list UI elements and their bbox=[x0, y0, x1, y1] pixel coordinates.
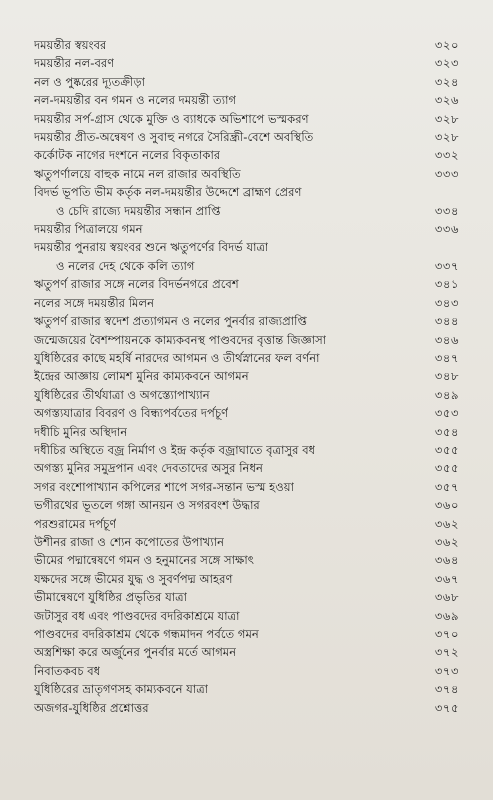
toc-entry-title-block bbox=[34, 533, 224, 551]
toc-entry bbox=[34, 331, 459, 349]
toc-entry-title: যুধিষ্ঠিরের ভ্রাতৃগণসহ কাম্যকবনে যাত্রা bbox=[34, 682, 209, 697]
toc-entry-title: নিবাতকবচ বধ bbox=[34, 663, 101, 678]
toc-entry bbox=[34, 91, 459, 109]
toc-entry-title-block bbox=[34, 312, 307, 330]
toc-entry-title-block bbox=[34, 459, 263, 477]
toc-entry bbox=[34, 533, 459, 551]
toc-entry-title-block bbox=[34, 441, 315, 459]
toc-entry bbox=[34, 423, 459, 441]
toc-entry-page-number: ৩৬৯ bbox=[434, 608, 459, 623]
toc-entry bbox=[34, 478, 459, 496]
toc-entry-title: যুধিষ্ঠিরের কাছে মহর্ষি নারদের আগমন ও তীর্থস্নানের ফল বর্ণনা bbox=[34, 350, 320, 365]
toc-entry-page-number: ৩৪৮ bbox=[434, 369, 459, 384]
toc-entry bbox=[34, 128, 459, 146]
toc-entry-page-number: ৩৩৬ bbox=[434, 222, 459, 237]
toc-entry-title: দময়ন্তীর প্রীত-অন্বেষণ ও সুবাহু নগরে সৈরিন্ধ্রী-বেশে অবস্থিতি bbox=[34, 130, 314, 145]
toc-entry-page-number: ৩৪৩ bbox=[434, 295, 459, 310]
toc-entry-page-number: ৩৫৪ bbox=[434, 424, 459, 439]
toc-entry-title: পাণ্ডবদের বদরিকাশ্রম থেকে গন্ধমাদন পর্বতে গমন bbox=[34, 627, 259, 641]
toc-entry-title: নল-দময়ন্তীর বন গমন ও নলের দময়ন্তী ত্যাগ bbox=[34, 93, 237, 108]
toc-entry-title-block bbox=[34, 680, 208, 698]
toc-entry-title-block bbox=[34, 110, 309, 128]
toc-entry-page-number: ৩৩২ bbox=[434, 148, 459, 163]
toc-entry bbox=[34, 275, 459, 293]
toc-entry-title-block bbox=[34, 662, 100, 680]
toc-entry-title-block bbox=[34, 275, 239, 293]
toc-entry-page-number: ৩৪৬ bbox=[434, 332, 459, 347]
toc-entry-page-number: ৩৪৭ bbox=[434, 350, 459, 365]
toc-entry-title: অজগর-যুধিষ্ঠির প্রশ্নোত্তর bbox=[34, 700, 149, 715]
toc-entry bbox=[34, 662, 459, 680]
toc-entry-title: দধীচি মুনির অস্থিদান bbox=[34, 424, 128, 439]
toc-entry-title: ঋতুপর্ণ রাজার সঙ্গে নলের বিদর্ভনগরে প্রবেশ bbox=[34, 277, 239, 292]
toc-entry bbox=[34, 515, 459, 533]
toc-entry bbox=[34, 294, 459, 312]
toc-entry-page-number: ৩২৬ bbox=[434, 93, 459, 108]
toc-entry-title-block bbox=[34, 183, 302, 220]
toc-entry-title-continuation: ও চেদি রাজ্যে দময়ন্তীর সন্ধান প্রাপ্তি bbox=[56, 203, 221, 218]
toc-entry-page-number: ৩৬৮ bbox=[434, 590, 459, 605]
toc-entry-page-number: ৩২০ bbox=[434, 38, 459, 52]
toc-entry-title: যুধিষ্ঠিরের তীর্থযাত্রা ও অগস্ত্যোপাখ্যান bbox=[34, 387, 210, 402]
toc-entry-title: ভগীরথের ভূতলে গঙ্গা আনয়ন ও সগরবংশ উদ্ধার bbox=[34, 498, 260, 513]
toc-entry-page-number: ৩২৮ bbox=[434, 130, 459, 145]
toc-entry-title-continuation: ও নলের দেহ থেকে কলি ত্যাগ bbox=[56, 258, 195, 273]
toc-entry-title-block bbox=[34, 570, 233, 588]
toc-entry-page-number: ৩৬২ bbox=[434, 534, 459, 549]
toc-entry bbox=[34, 588, 459, 606]
toc-entry bbox=[34, 625, 459, 643]
toc-entry-title-block bbox=[34, 404, 228, 422]
toc-entry bbox=[34, 73, 459, 91]
toc-entry-title: ইন্দ্রের আজ্ঞায় লোমশ মুনির কাম্যকবনে আগমন bbox=[34, 369, 249, 384]
toc-entry-title: দময়ন্তীর সর্প-গ্রাস থেকে মুক্তি ও ব্যাধকে অভিশাপে ভস্মকরণ bbox=[34, 111, 309, 126]
toc-entry-title-block bbox=[34, 551, 254, 569]
toc-entry-title-block bbox=[34, 54, 114, 72]
toc-entry-title-block bbox=[34, 91, 236, 109]
toc-entry-title: পরশুরামের দর্পচূর্ণ bbox=[34, 516, 117, 531]
toc-entry-page-number: ৩৩৩ bbox=[434, 166, 459, 181]
toc-entry bbox=[34, 699, 459, 717]
toc-entry-title-block bbox=[34, 294, 154, 312]
toc-entry-title: দময়ন্তীর পুনরায় স্বয়ংবর শুনে ঋতুপর্ণের বিদর্ভ যাত্রা bbox=[34, 240, 269, 255]
toc-entry-title-block bbox=[34, 146, 220, 164]
toc-entry-title: নল ও পুষ্করের দ্যূতক্রীড়া bbox=[34, 74, 145, 89]
toc-entry bbox=[34, 680, 459, 698]
toc-entry bbox=[34, 404, 459, 422]
toc-entry bbox=[34, 551, 459, 569]
toc-entry-page-number: ৩৪৪ bbox=[434, 314, 459, 329]
toc-entry-title: ভীমের পদ্মান্বেষণে গমন ও হনুমানের সঙ্গে সাক্ষাৎ bbox=[34, 553, 254, 568]
toc-entry-page-number: ৩৫৫ bbox=[434, 442, 459, 457]
toc-entry-page-number: ৩৩৭ bbox=[434, 258, 459, 273]
toc-entry-page-number: ৩২৩ bbox=[434, 56, 459, 71]
toc-entry bbox=[34, 459, 459, 477]
toc-entry-title-block bbox=[34, 699, 149, 717]
toc-entry-page-number: ৩৭৪ bbox=[434, 682, 459, 697]
toc-entry bbox=[34, 183, 459, 220]
toc-entry-page-number: ৩২৪ bbox=[434, 74, 459, 89]
toc-entry-title-block bbox=[34, 36, 106, 54]
toc-entry-page-number: ৩৬০ bbox=[434, 498, 459, 513]
toc-entry-title: দময়ন্তীর স্বয়ংবর bbox=[34, 38, 107, 52]
toc-entry bbox=[34, 367, 459, 385]
toc-entry-title-block bbox=[34, 515, 116, 533]
toc-entry-title-block bbox=[34, 73, 145, 91]
toc-entry-title-block bbox=[34, 496, 260, 514]
toc-entry-title-block bbox=[34, 128, 313, 146]
toc-entry-title: অগস্ত্যযাত্রার বিবরণ ও বিন্ধ্যপর্বতের দর্পচূর্ণ bbox=[34, 406, 229, 421]
toc-entry-page-number: ৩৪৯ bbox=[434, 387, 459, 402]
toc-entry-page-number: ৩৭৩ bbox=[434, 663, 459, 678]
toc-entry-page-number: ৩৫৭ bbox=[434, 479, 459, 494]
toc-entry-title-block bbox=[34, 367, 249, 385]
toc-entry-page-number: ৩৭২ bbox=[434, 645, 459, 660]
toc-entry-title: ঋতুপর্ণ রাজার স্বদেশ প্রত্যাগমন ও নলের পুনর্বার রাজ্যপ্রাপ্তি bbox=[34, 314, 307, 329]
toc-entry-title-block bbox=[34, 165, 241, 183]
toc-entry-title: যক্ষদের সঙ্গে ভীমের যুদ্ধ ও সুবর্ণপদ্ম আহরণ bbox=[34, 571, 233, 586]
toc-entry-title: ঋতুপর্ণালয়ে বাহুক নামে নল রাজার অবস্থিতি bbox=[34, 166, 241, 181]
toc-entry-title-block bbox=[34, 478, 294, 496]
toc-entry bbox=[34, 220, 459, 238]
toc-entry-page-number: ৩৫৫ bbox=[434, 461, 459, 476]
toc-entry bbox=[34, 607, 459, 625]
toc-entry bbox=[34, 386, 459, 404]
toc-entry-page-number: ৩৬২ bbox=[434, 516, 459, 531]
toc-entry bbox=[34, 312, 459, 330]
toc-entry-title-block bbox=[34, 386, 210, 404]
toc-entry bbox=[34, 570, 459, 588]
toc-entry bbox=[34, 110, 459, 128]
toc-entry-title: অস্ত্রশিক্ষা করে অর্জুনের পুনর্বার মর্তে আগমন bbox=[34, 645, 237, 660]
toc-entry-page-number: ৩৪১ bbox=[434, 277, 459, 292]
toc-entry-title: দধীচির অস্থিতে বজ্র নির্মাণ ও ইন্দ্র কর্তৃক বজ্রাঘাতে বৃত্রাসুর বধ bbox=[34, 442, 316, 457]
toc-entry-title-block bbox=[34, 220, 143, 238]
toc-entry-title: উশীনর রাজা ও শ্যেন কপোতের উপাখ্যান bbox=[34, 534, 225, 549]
toc-entry-title-block bbox=[34, 625, 259, 643]
toc-entry bbox=[34, 643, 459, 661]
toc-entry-page-number: ৩২৮ bbox=[434, 111, 459, 126]
toc-entry-page-number: ৩৩৪ bbox=[434, 203, 459, 218]
toc-entry-title-block bbox=[34, 607, 240, 625]
toc-entry bbox=[34, 496, 459, 514]
toc-entry bbox=[34, 238, 459, 275]
toc-entry-title: দময়ন্তীর নল-বরণ bbox=[34, 56, 115, 71]
toc-entry-title-block bbox=[34, 238, 268, 275]
toc-entry-page-number: ৩৬৪ bbox=[434, 553, 459, 568]
toc-entry bbox=[34, 146, 459, 164]
toc-entry bbox=[34, 36, 459, 54]
toc-entry-page-number: ৩৫৩ bbox=[434, 406, 459, 421]
toc-entry-title: অগস্ত্য মুনির সমুদ্রপান এবং দেবতাদের অসুর নিধন bbox=[34, 461, 263, 476]
toc-entry-page-number: ৩৬৭ bbox=[434, 571, 459, 586]
table-of-contents bbox=[34, 36, 459, 717]
toc-entry-title-block bbox=[34, 643, 236, 661]
toc-entry-title: দময়ন্তীর পিত্রালয়ে গমন bbox=[34, 222, 143, 237]
toc-entry bbox=[34, 349, 459, 367]
toc-entry-title: কর্কোটক নাগের দংশনে নলের বিকৃতাকার bbox=[34, 148, 221, 163]
toc-entry-title: জটাসুর বধ এবং পাণ্ডবদের বদরিকাশ্রমে যাত্রা bbox=[34, 608, 240, 623]
toc-entry-title-block bbox=[34, 588, 187, 606]
toc-entry-title: বিদর্ভ ভূপতি ভীম কর্তৃক নল-দময়ন্তীর উদ্দেশে ব্রাহ্মণ প্রেরণ bbox=[34, 185, 302, 200]
toc-entry-page-number: ৩৭০ bbox=[434, 627, 459, 641]
toc-entry-title: জন্মেজয়ের বৈশম্পায়নকে কাম্যকবনস্থ পাণ্ডবদের বৃত্তান্ত জিজ্ঞাসা bbox=[34, 332, 327, 347]
toc-entry-title: সগর বংশোপাখ্যান কপিলের শাপে সগর-সন্তান ভস্ম হওয়া bbox=[34, 479, 294, 494]
toc-entry-title: ভীমান্বেষণে যুধিষ্ঠির প্রভৃতির যাত্রা bbox=[34, 590, 188, 605]
toc-entry-title-block bbox=[34, 331, 326, 349]
toc-entry-title-block bbox=[34, 349, 320, 367]
toc-entry-title-block bbox=[34, 423, 127, 441]
toc-entry bbox=[34, 54, 459, 72]
toc-entry-page-number: ৩৭৫ bbox=[434, 700, 459, 715]
toc-entry bbox=[34, 165, 459, 183]
toc-entry bbox=[34, 441, 459, 459]
toc-entry-title: নলের সঙ্গে দময়ন্তীর মিলন bbox=[34, 295, 155, 310]
